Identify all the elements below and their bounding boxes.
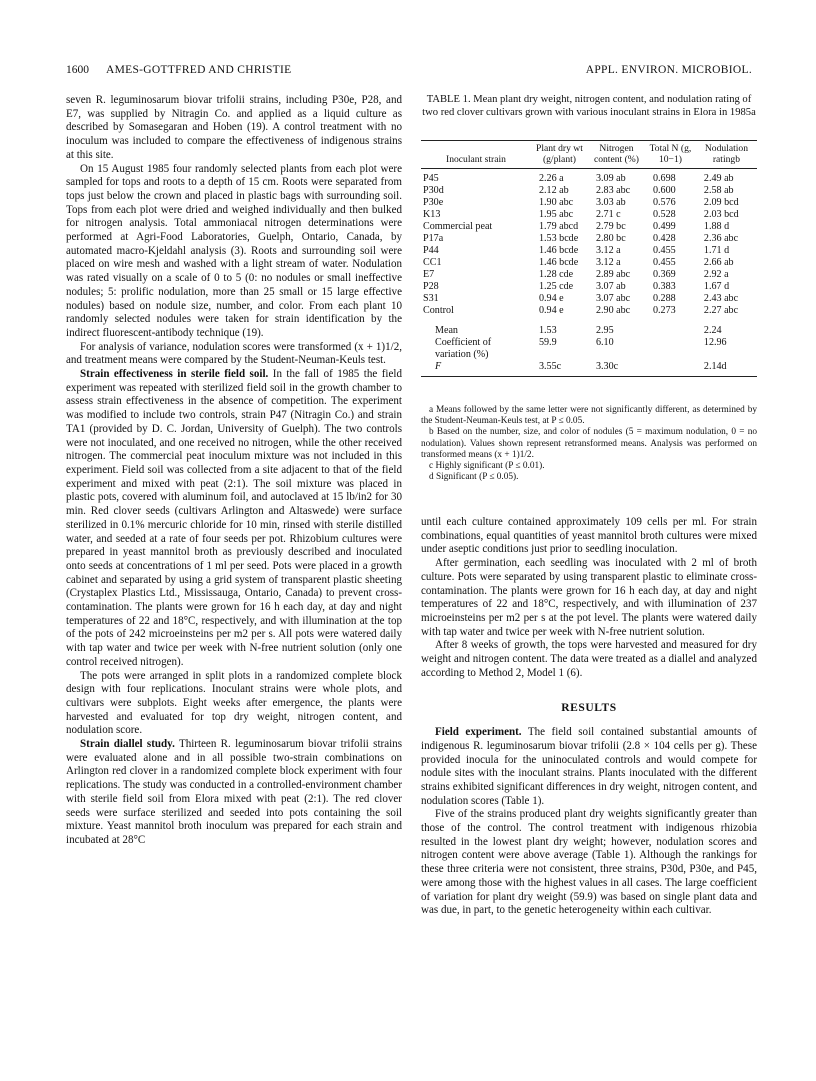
table-cell: 2.12 ab <box>538 185 569 196</box>
table-cell: 2.92 a <box>703 269 729 280</box>
table-cell: 1.46 bcde <box>538 245 579 256</box>
table-cell: 0.369 <box>652 269 676 280</box>
table-cell <box>645 361 696 377</box>
table-cell: Control <box>423 305 454 316</box>
table-cell: 0.600 <box>652 185 676 196</box>
table-cell: K13 <box>423 209 441 220</box>
table-cell: 2.80 bc <box>595 233 626 244</box>
table-caption: TABLE 1. Mean plant dry weight, nitrogen content, and nodulation rating of two red clover cultivars grown with various inoculant strains in Elora in 1985a <box>422 94 756 118</box>
paragraph: The pots were arranged in split plots in a randomized complete block design with four replications. Inoculant strains were whole plots, and cultivars were subplots. Eight weeks after emergence, the plants were harvested and evaluated for top dry weight, nitrogen content, and nodulation score. <box>66 669 402 737</box>
table-cell: 2.09 bcd <box>703 197 739 208</box>
table-row <box>421 221 757 233</box>
column-header: Inoculant strain <box>446 154 506 165</box>
page-number: 1600 <box>66 64 89 76</box>
running-authors: AMES-GOTTFRED AND CHRISTIE <box>106 64 292 76</box>
table-cell: Coefficient of variation (%) <box>435 337 492 360</box>
paragraph: Strain diallel study. Thirteen R. leguminosarum biovar trifolii strains were evaluated alone and in all possible two-strain combinations on Arlington red clover in a randomized complete block experiment with four replications. The study was conducted in a controlled-environment chamber with sterile field soil from Elora mixed with peat (2:1). The red clover seeds were surface sterilized and seeded into pots containing the soil mixture. Yeast mannitol broth inoculum was prepared for each strain and incubated at 28°C <box>66 738 402 846</box>
table-cell: 2.24 <box>703 325 722 336</box>
table-cell: 1.67 d <box>703 281 730 292</box>
table-cell: 2.58 ab <box>703 185 734 196</box>
table-cell: 1.71 d <box>703 245 730 256</box>
table-cell: 0.428 <box>652 233 676 244</box>
section-heading: Field experiment. <box>435 726 522 739</box>
table-cell: 2.95 <box>595 325 614 336</box>
table-row <box>421 169 757 186</box>
table-cell: 2.14d <box>703 361 727 372</box>
table-cell: P30d <box>423 185 444 196</box>
table-cell: Mean <box>435 325 458 336</box>
table-stat-row <box>421 361 757 377</box>
running-header <box>66 64 752 78</box>
table-row <box>421 245 757 257</box>
footnote: c Highly significant (P ≤ 0.01). <box>429 461 545 472</box>
left-column <box>66 94 402 848</box>
paragraph: For analysis of variance, nodulation scores were transformed (x + 1)1/2, and treatment means were compared by the Student-Neuman-Keuls test. <box>66 340 402 367</box>
table-cell: P45 <box>423 173 439 184</box>
table-cell: 0.94 e <box>538 305 564 316</box>
table-cell <box>645 337 696 361</box>
table-cell: 0.455 <box>652 245 676 256</box>
table-cell: 3.09 ab <box>595 173 626 184</box>
table-cell: 2.83 abc <box>595 185 631 196</box>
column-header: Nitrogen content (%) <box>593 143 639 165</box>
column-header: Plant dry wt (g/plant) <box>536 143 583 165</box>
table-1 <box>421 140 757 377</box>
column-header: Total N (g, 10−1) <box>649 143 692 165</box>
table-cell: P28 <box>423 281 439 292</box>
table-row <box>421 269 757 281</box>
section-heading: Strain diallel study. <box>80 738 175 751</box>
table-cell: 2.89 abc <box>595 269 631 280</box>
table-row <box>421 257 757 269</box>
table-cell: 1.88 d <box>703 221 730 232</box>
table-cell: 0.455 <box>652 257 676 268</box>
table-row <box>421 185 757 197</box>
paragraph: After 8 weeks of growth, the tops were harvested and measured for dry weight and nitrogen content. The data were treated as a diallel and analyzed according to Method 2, Model 1 (6). <box>421 639 757 679</box>
table-cell: 3.12 a <box>595 245 621 256</box>
table-cell: 1.25 cde <box>538 281 574 292</box>
table-cell: 0.698 <box>652 173 676 184</box>
table-cell: 3.55c <box>538 361 562 372</box>
paragraph: until each culture contained approximately 109 cells per ml. For strain combinations, equal quantities of yeast mannitol broth cultures were mixed under aseptic conditions just prior to seedling inoculation. <box>421 516 757 556</box>
table-row <box>421 293 757 305</box>
footnote: b Based on the number, size, and color of nodules (5 = maximum nodulation, 0 = no nodulation). Values shown represent retransformed means. Analysis was performed on transformed means (x + 1)1/2. <box>421 427 757 460</box>
table-cell: 1.95 abc <box>538 209 574 220</box>
column-header: Nodulation ratingb <box>704 143 749 165</box>
table-cell: 2.71 c <box>595 209 621 220</box>
table-cell <box>645 317 696 337</box>
table-cell: 1.90 abc <box>538 197 574 208</box>
table-row <box>421 281 757 293</box>
table-cell: 2.36 abc <box>703 233 739 244</box>
table-cell: 1.28 cde <box>538 269 574 280</box>
footnote: d Significant (P ≤ 0.05). <box>429 472 519 483</box>
table-cell: 0.499 <box>652 221 676 232</box>
table-cell: 0.94 e <box>538 293 564 304</box>
table-cell: P44 <box>423 245 439 256</box>
paragraph: Field experiment. The field soil contained substantial amounts of indigenous R. leguminosarum biovar trifolii (2.8 × 104 cells per g). These provided inocula for the uninoculated controls and would compete for nodule sites with the inoculant strains. Plants inoculated with the different strains exhibited significant differences in dry weight, nitrogen content, and nodulation scores (Table 1). <box>421 726 757 807</box>
table-cell: 0.273 <box>652 305 676 316</box>
right-column <box>421 516 757 918</box>
table-row <box>421 305 757 317</box>
table-cell: 2.90 abc <box>595 305 631 316</box>
table-cell: 3.30c <box>595 361 619 372</box>
table-cell: 2.26 a <box>538 173 564 184</box>
table-cell: 0.576 <box>652 197 676 208</box>
paragraph: On 15 August 1985 four randomly selected plants from each plot were sampled for tops and roots to a depth of 15 cm. Roots were separated from tops just below the crown and placed in plastic bags with surrounding soil. Tops from each plot were dried and weighed individually and then bulked for nitrogen analysis. Total ammoniacal nitrogen determinations were performed at Agri-Food Laboratories, Guelph, Ontario, Canada, by automated macro-Kjeldahl analysis (3). Roots and surrounding soil were placed on wire mesh and washed with a light stream of water. Nodulation was rated visually on a scale of 0 to 5 (0: no nodules or small ineffective nodules; 5: prolific nodulation, more than 25 small or 15 large effective nodules) based on nodule size, number, and color. From each plant 10 randomly selected nodules were taken for strain identification by the indirect fluorescent-antibody technique (19). <box>66 162 402 339</box>
table-cell: 2.66 ab <box>703 257 734 268</box>
table-row <box>421 197 757 209</box>
running-journal: APPL. ENVIRON. MICROBIOL. <box>585 64 752 76</box>
table-row <box>421 209 757 221</box>
table-cell: E7 <box>423 269 435 280</box>
table-cell: 1.53 bcde <box>538 233 579 244</box>
table-cell: 1.79 abcd <box>538 221 579 232</box>
table-cell: 3.07 ab <box>595 281 626 292</box>
table-cell: 3.07 abc <box>595 293 631 304</box>
table-cell: 2.03 bcd <box>703 209 739 220</box>
section-heading: Strain effectiveness in sterile field soil. <box>80 368 269 381</box>
table-stat-row <box>421 337 757 361</box>
paragraph: Strain effectiveness in sterile field soil. In the fall of 1985 the field experiment was repeated with sterilized field soil in the growth chamber to assess strain effectiveness in the absence of competition. The experiment was modified to include two controls, strain P47 (Nitragin Co.) and strain TA1 (provided by D. C. Jordan, University of Guelph). The two controls were not inoculated, and one received no nitrogen, while the other received nitrogen. The commercial peat inoculum mixture was not included in this experiment. Field soil was collected from a site adjacent to that of the field experiment and mixed with peat (2:1). The soil mixture was placed in plastic pots, covered with aluminum foil, and autoclaved at 15 lb/in2 for 30 min. Red clover seeds (cultivars Arlington and Altaswede) were surface sterilized in 0.1% mercuric chloride for 10 min, rinsed with sterile distilled water, and seeded at a rate of four seeds per pot. Rhizobium cultures were prepared in yeast mannitol broth as previously described and inoculated onto seeds at concentrations of 1 ml per seed. Pots were placed in a growth cabinet and separated by using a grid system of transparent plastic sheeting (Crystaplex Plastics Ltd., Mississauga, Ontario, Canada) to prevent cross-contamination. The plants were grown for 16 h each day, at day and night temperatures of 22 and 18°C, respectively, and with illumination at the top of the pots of 242 microeinsteins per m2 per s. All pots were watered daily with tap water and twice per week with N-free nutrient solution (only one control received nitrogen). <box>66 368 402 668</box>
table-cell: 2.79 bc <box>595 221 626 232</box>
table-cell: 3.12 a <box>595 257 621 268</box>
table-cell: 12.96 <box>703 337 727 348</box>
table-cell: 1.53 <box>538 325 557 336</box>
table-cell: CC1 <box>423 257 442 268</box>
footnote: a Means followed by the same letter were not significantly different, as determined by the Student-Neuman-Keuls test, at P ≤ 0.05. <box>421 405 757 427</box>
table-cell: 2.43 abc <box>703 293 739 304</box>
paragraph: seven R. leguminosarum biovar trifolii strains, including P30e, P28, and E7, was supplied by Nitragin Co. and applied as a liquid culture as described by Somasegaran and Hoben (19). A control treatment with no inoculum was included to compare the effectiveness of indigenous strains at this site. <box>66 94 402 161</box>
table-cell: P30e <box>423 197 444 208</box>
table-cell: S31 <box>423 293 439 304</box>
table-cell: 0.528 <box>652 209 676 220</box>
paragraph: After germination, each seedling was inoculated with 2 ml of broth culture. Pots were separated by using transparent plastic to eliminate cross-contamination. The plants were grown for 16 h each day, at day and night temperatures of 22 and 18°C, respectively, and with illumination of 237 microeinsteins per m2 per s at the pot level. The plants were watered daily with tap water and twice per week with N-free nutrient solution. <box>421 557 757 638</box>
table-cell: 59.9 <box>538 337 557 348</box>
table-cell: 1.46 bcde <box>538 257 579 268</box>
table-cell: 2.27 abc <box>703 305 739 316</box>
table-row <box>421 233 757 245</box>
table-stat-row <box>421 317 757 337</box>
table-cell: 6.10 <box>595 337 614 348</box>
table-cell: 0.288 <box>652 293 676 304</box>
paragraph: Five of the strains produced plant dry weights significantly greater than those of the control. The control treatment with indigenous rhizobia resulted in the lowest plant dry weight; however, nodulation scores and nitrogen content were above average (Table 1). Although the rankings for these three criteria were not consistent, three strains, P30d, P30e, and P45, were among those with the highest values in all cases. The large coefficient of variation for plant dry weight (59.9) was based on single plant data and was due, in part, to the genetic heterogeneity within each cultivar. <box>421 808 757 917</box>
table-footnotes <box>421 405 757 483</box>
table-cell: 0.383 <box>652 281 676 292</box>
table-cell: F <box>435 361 442 372</box>
results-heading: RESULTS <box>561 702 617 715</box>
table-cell: 2.49 ab <box>703 173 734 184</box>
table-cell: P17a <box>423 233 444 244</box>
table-cell: Commercial peat <box>423 221 493 232</box>
table-cell: 3.03 ab <box>595 197 626 208</box>
